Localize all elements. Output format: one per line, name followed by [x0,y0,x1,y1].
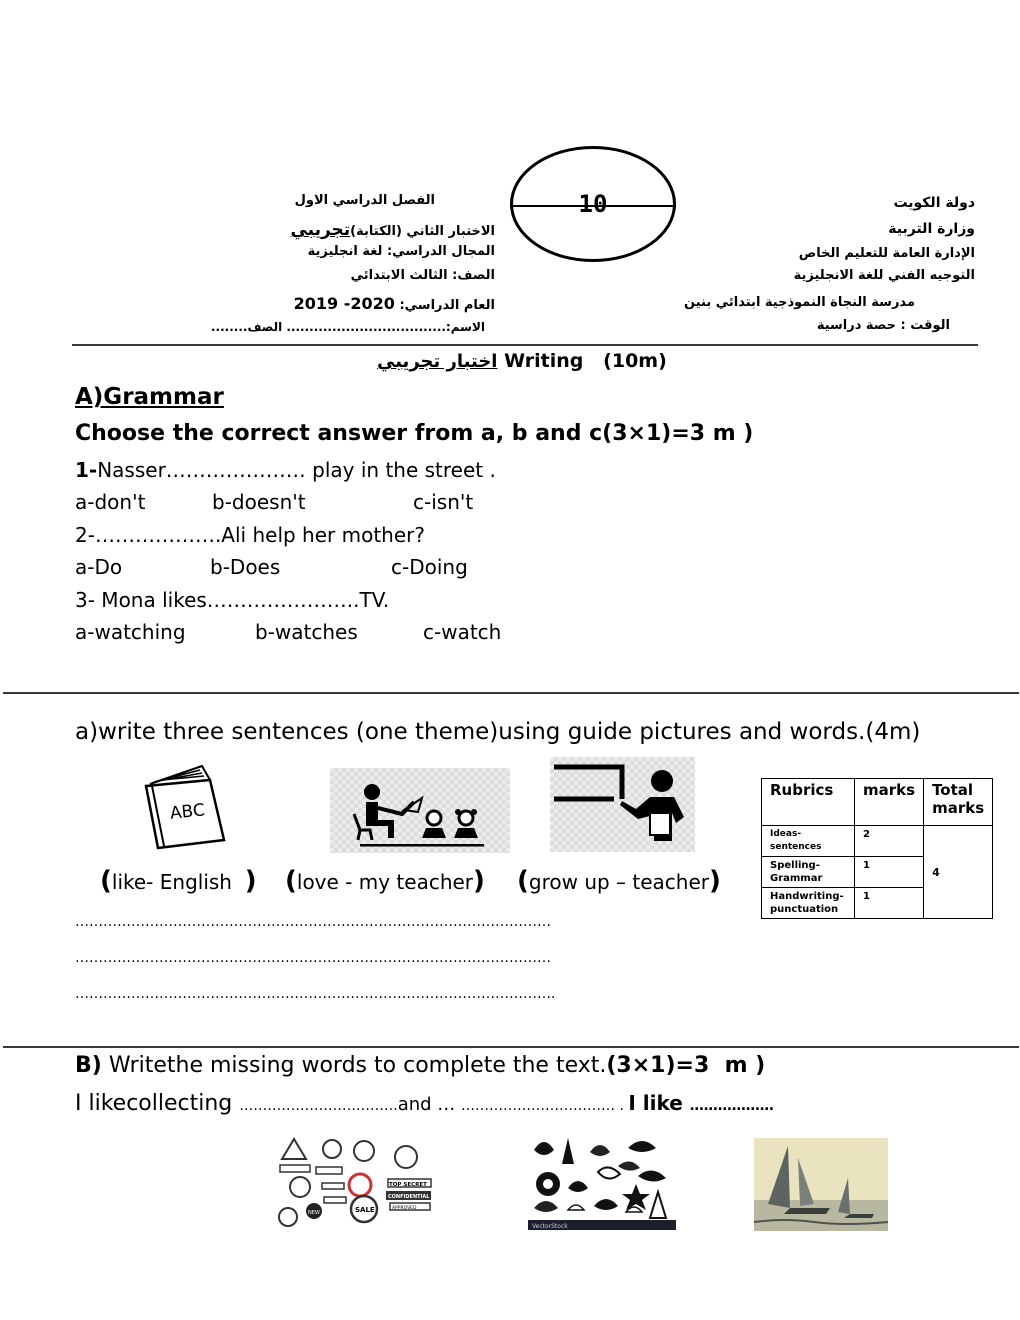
rubric-criterion: Handwriting-punctuation [762,888,855,919]
q1-option-a[interactable]: a-don't [75,490,146,514]
rubric-criterion: Ideas-sentences [762,826,855,857]
q3-option-b[interactable]: b-watches [255,620,358,644]
caption-paren-close: ) [709,866,721,896]
question-text: Nasser………………… play in the street . [97,458,496,482]
score-total: 10 [578,190,608,218]
section-divider-2 [3,1046,1019,1048]
question-text: ……………….Ali help her mother? [94,523,425,547]
answer-line-3[interactable]: …………………………………………………………………………………………. [75,986,556,1002]
header-country: دولة الكويت [893,195,975,211]
q3-option-c[interactable]: c-watch [423,620,502,644]
header-divider [72,344,978,346]
abc-book-picture [140,762,232,850]
header-school: مدرسة النجاة النموذجية ابتدائي بنين [684,295,915,310]
section-b-text: Writethe missing words to complete the text. [101,1053,607,1078]
question-text: Mona likes…………………..TV. [94,588,390,612]
teacher-reading-icon [330,768,510,853]
writing-instruction: a)write three sentences (one theme)using guide pictures and words.(4m) [75,719,921,745]
picture-caption-3 [517,866,721,896]
section-b-marks: (3×1)=3 m ) [606,1053,766,1078]
q1-option-b[interactable]: b-doesn't [212,490,306,514]
caption-paren-open: ( [285,866,297,896]
section-a-instruction: Choose the correct answer from a, b and c(3×1)=3 m ) [75,421,754,446]
teacher-reading-picture [330,768,510,853]
header-year [294,294,495,313]
picture-caption-2 [285,866,485,896]
section-b-sentence [75,1091,774,1116]
answer-line-1[interactable]: ………………………………………………………………………………………… [75,914,551,930]
sentence-start: I likecollecting [75,1091,240,1116]
svg-text:CONFIDENTIAL: CONFIDENTIAL [388,1194,430,1200]
sentence-mid: and … [397,1094,462,1115]
teacher-board-icon [550,757,695,852]
caption-text: grow up – teacher [528,870,710,894]
shells-picture [528,1134,676,1230]
rubric-marks: 1 [855,857,924,888]
rubric-header-marks: marks [855,779,924,826]
svg-text:APPROVED: APPROVED [392,1206,417,1211]
header-ministry: وزارة التربية [888,221,975,237]
q2-option-c[interactable]: c-Doing [391,555,468,579]
section-b-instruction [75,1053,765,1078]
header-department: الإدارة العامة للتعليم الخاص [798,246,975,261]
header-time: الوقت : حصة دراسية [816,318,950,333]
title-english: Writing (10m) [504,350,667,372]
name-class-field[interactable]: الاسم:................................... الصف........ [211,320,485,334]
caption-text: like- English [111,870,245,894]
svg-text:NEW: NEW [308,1210,320,1216]
shells-icon [528,1134,676,1230]
caption-paren-close: ) [244,866,257,896]
header-exam-prefix: الاختبار الثاني (الكتابة) [350,224,495,239]
caption-text: love - my teacher [296,870,474,894]
svg-text:ABC: ABC [169,800,206,824]
stamps-picture [278,1137,433,1227]
question-number: 2- [75,523,95,547]
rubric-marks: 1 [855,888,924,919]
section-divider-1 [3,692,1019,694]
q3-option-a[interactable]: a-watching [75,620,186,644]
answer-line-2[interactable]: ………………………………………………………………………………………… [75,950,551,966]
caption-paren-close: ) [473,866,485,896]
q2-option-b[interactable]: b-Does [210,555,281,579]
question-3 [75,588,389,612]
sailing-boats-picture [754,1138,888,1231]
title-arabic: اختبار تجريبي [377,351,498,372]
rubric-marks: 2 [855,826,924,857]
question-2 [75,523,425,547]
section-b-label: B) [75,1053,102,1078]
section-a-heading: A)Grammar [75,384,224,410]
rubric-row [762,826,993,857]
svg-text:VectorStock: VectorStock [532,1223,568,1230]
blank-3[interactable]: ……………… [689,1098,774,1114]
svg-text:SALE: SALE [355,1206,375,1214]
question-1 [75,458,496,482]
header-year-label: العام الدراسي: [399,298,495,313]
exam-title [377,350,667,372]
svg-text:TOP SECRET: TOP SECRET [389,1182,427,1188]
caption-paren-open: ( [100,866,112,896]
rubric-table [761,778,993,919]
q2-option-a[interactable]: a-Do [75,555,123,579]
rubric-header-rubrics: Rubrics [762,779,855,826]
header-year-value: 2019 -2020 [293,294,395,313]
blank-1[interactable]: ……………………………. [239,1098,398,1114]
picture-caption-1 [100,866,257,896]
stamps-icon [278,1137,433,1227]
rubric-header-total: Total marks [924,779,993,826]
rubric-total: 4 [924,826,993,919]
header-exam-trial: تجريبي [290,220,351,240]
sailboat-icon [754,1138,888,1231]
book-icon [140,762,232,850]
rubric-header-row [762,779,993,826]
caption-paren-open: ( [517,866,529,896]
sentence-i-like: I like [628,1091,690,1115]
rubric-criterion: Spelling-Grammar [762,857,855,888]
header-guidance: التوجيه الفني للغة الانجليزية [793,268,975,283]
question-number: 3- [75,588,95,612]
header-grade: الصف: الثالث الابتدائي [350,268,495,283]
blank-2[interactable]: …………………………… . [461,1098,629,1114]
teacher-board-picture [550,757,695,852]
header-subject: المجال الدراسي: لغة انجليزية [307,244,495,259]
q1-option-c[interactable]: c-isn't [413,490,474,514]
question-number: 1- [75,458,98,482]
header-exam [290,220,495,240]
header-semester: الفصل الدراسي الاول [294,193,435,208]
